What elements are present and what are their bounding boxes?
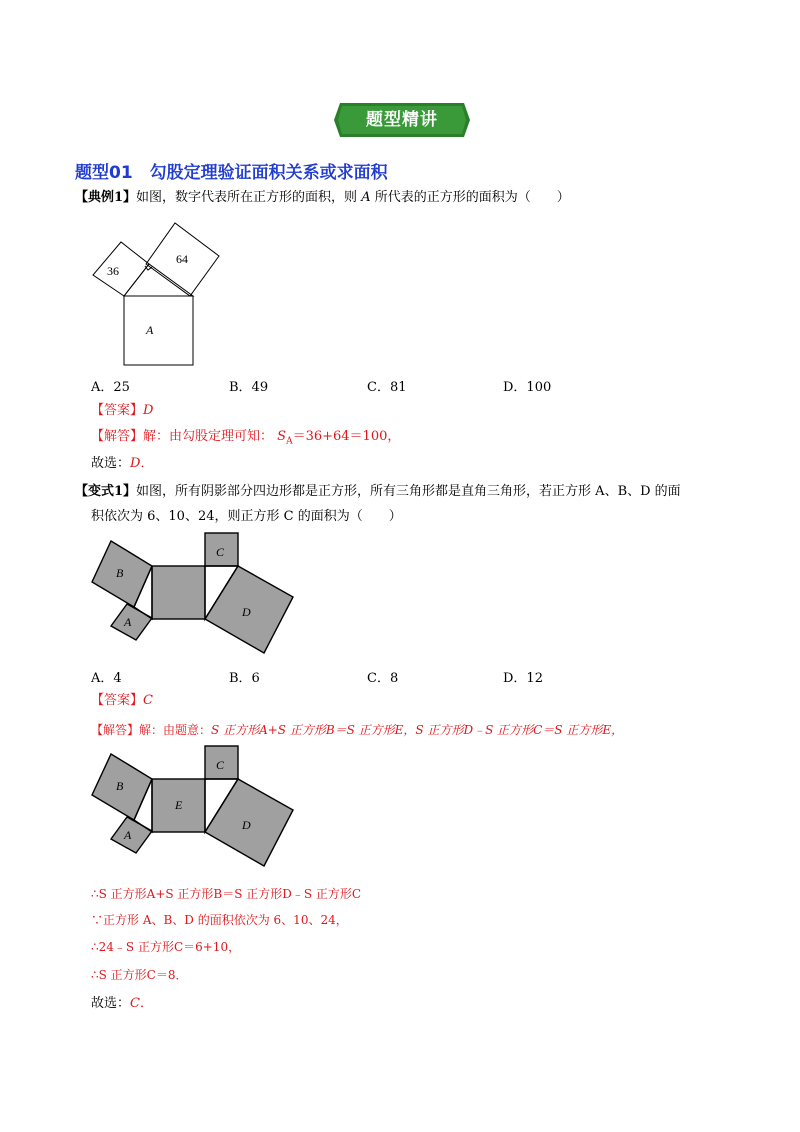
label-c: C bbox=[216, 545, 225, 559]
ex1-solution-sub: A bbox=[286, 436, 293, 447]
ex1-solution-text: 解：由勾股定理可知： bbox=[143, 429, 274, 444]
ex1-answer-value: D bbox=[143, 403, 154, 418]
ex2-step3: ∴24﹣S 正方形C＝6+10， bbox=[91, 940, 241, 954]
ex2-option-c: C．8 bbox=[367, 671, 399, 686]
label-64: 64 bbox=[176, 252, 188, 266]
example1-text-post: 所代表的正方形的面积为（ ） bbox=[374, 190, 570, 205]
example1-text-pre: 如图，数字代表所在正方形的面积，则 bbox=[136, 190, 358, 205]
ex2-choose-pre: 故选： bbox=[91, 996, 131, 1011]
ex1-choose-pre: 故选： bbox=[91, 456, 131, 471]
ex2-answer bbox=[91, 692, 153, 710]
section-banner bbox=[334, 101, 470, 139]
label-d-3: D bbox=[242, 818, 251, 832]
figure3-squares-labeled bbox=[90, 745, 300, 871]
example1-tag: 【典例1】 bbox=[75, 190, 137, 205]
label-36: 36 bbox=[107, 264, 119, 278]
label-a-3: A bbox=[124, 828, 132, 842]
label-b: B bbox=[116, 566, 124, 580]
square-36-shape bbox=[93, 242, 149, 296]
label-a: A bbox=[146, 323, 154, 337]
ex2-step4: ∴S 正方形C＝8． bbox=[91, 968, 188, 982]
ex2-choose-post: ． bbox=[139, 996, 153, 1011]
example1-question bbox=[75, 189, 570, 207]
ex1-answer bbox=[91, 402, 153, 420]
variant1-tag: 【变式1】 bbox=[75, 484, 137, 499]
ex1-answer-tag: 【答案】 bbox=[91, 403, 144, 418]
ex1-option-a: A．25 bbox=[91, 380, 130, 395]
label-e-3: E bbox=[175, 798, 183, 812]
label-a2: A bbox=[124, 615, 132, 629]
ex1-solution bbox=[91, 428, 400, 451]
square-e-shape bbox=[152, 566, 205, 619]
banner-text: 题型精讲 bbox=[366, 110, 438, 130]
ex2-step1: ∴S 正方形A+S 正方形B＝S 正方形D﹣S 正方形C bbox=[91, 887, 362, 901]
label-d: D bbox=[242, 605, 251, 619]
variant1-question-line1 bbox=[75, 483, 681, 501]
ex1-choose bbox=[91, 455, 153, 473]
variant1-question-line2: 积依次为 6、10、24，则正方形 C 的面积为（ ） bbox=[91, 509, 402, 524]
ex1-solution-s: S bbox=[277, 429, 287, 444]
ex2-solution-tag: 【解答】 bbox=[91, 723, 140, 737]
ex1-option-d: D．100 bbox=[503, 380, 552, 395]
ex1-solution-result: ＝36+64＝100， bbox=[292, 429, 401, 444]
ex1-solution-tag: 【解答】 bbox=[91, 429, 144, 444]
ex2-answer-value: C bbox=[143, 693, 153, 708]
example1-var: A bbox=[361, 190, 371, 205]
ex2-choose bbox=[91, 995, 153, 1013]
ex2-option-a: A．4 bbox=[91, 671, 122, 686]
figure2-squares bbox=[90, 532, 300, 658]
label-b-3: B bbox=[116, 779, 124, 793]
ex2-answer-tag: 【答案】 bbox=[91, 693, 144, 708]
ex2-choose-value: C bbox=[130, 996, 140, 1011]
ex2-step2: ∵正方形 A、B、D 的面积依次为 6、10、24， bbox=[91, 913, 348, 927]
ex2-option-b: B．6 bbox=[229, 671, 260, 686]
ex2-solution-formula: S 正方形A+S 正方形B＝S 正方形E，S 正方形D﹣S 正方形C＝S 正方形E， bbox=[211, 723, 624, 737]
ex1-choose-value: D bbox=[130, 456, 141, 471]
variant1-text-line1: 如图，所有阴影部分四边形都是正方形，所有三角形都是直角三角形，若正方形 A、B、D 的面 bbox=[136, 484, 681, 499]
ex1-choose-post: ． bbox=[140, 456, 154, 471]
ex1-option-b: B．49 bbox=[229, 380, 269, 395]
figure1-pythagoras bbox=[90, 212, 220, 368]
right-angle-mark bbox=[145, 266, 152, 270]
ex2-solution-pre: 解：由题意： bbox=[139, 723, 212, 737]
section-title: 题型01 勾股定理验证面积关系或求面积 bbox=[75, 163, 388, 183]
ex2-option-d: D．12 bbox=[503, 671, 543, 686]
label-c-3: C bbox=[216, 758, 225, 772]
square-a-shape bbox=[124, 296, 193, 365]
ex2-solution bbox=[91, 721, 623, 739]
ex1-option-c: C．81 bbox=[367, 380, 407, 395]
